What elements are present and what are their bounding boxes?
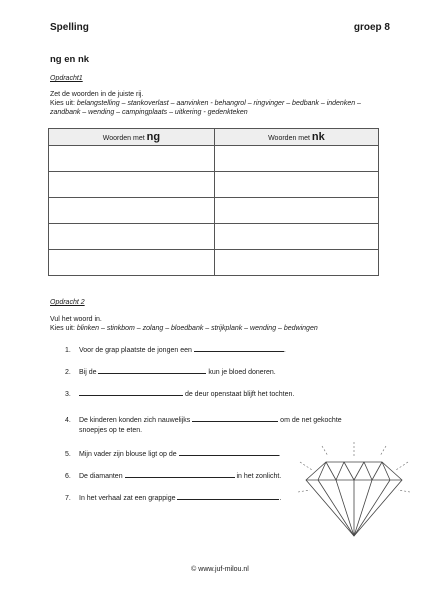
question-7: 7. In het verhaal zat een grappige .	[65, 492, 395, 504]
table-row	[49, 198, 379, 224]
column-header-nk: Woorden met nk	[214, 129, 378, 146]
cell-ng[interactable]	[49, 198, 215, 224]
answer-blank-6[interactable]	[125, 470, 235, 478]
opdracht1-word-list-cont: zandbank – wending – campingplaats – uitkering - gedenkteken	[50, 109, 248, 116]
table-row	[49, 250, 379, 276]
question-4-continuation: snoepjes op te eten.	[79, 427, 143, 434]
cell-ng[interactable]	[49, 224, 215, 250]
diamond-icon	[298, 440, 410, 540]
question-1: 1. Voor de grap plaatste de jongen een .	[65, 344, 395, 356]
cell-nk[interactable]	[214, 250, 378, 276]
answer-blank-3[interactable]	[79, 388, 183, 396]
sort-table	[48, 128, 379, 276]
opdracht1-word-list: Kies uit: belangstelling – stankoverlast – aanvinken - behangrol – ringvinger – bedbank – indenken –	[50, 100, 361, 107]
opdracht2-heading: Opdracht 2	[50, 299, 85, 306]
footer-copyright: © www.juf-milou.nl	[191, 566, 249, 573]
header-subject: Spelling	[50, 22, 89, 33]
cell-nk[interactable]	[214, 172, 378, 198]
opdracht2-word-list: Kies uit: blinken – stinkbom – zolang – bloedbank – strijkplank – wending – bedwingen	[50, 325, 318, 332]
question-4: 4. De kinderen konden zich nauwelijks om de net gekochte snoepjes op te eten.	[65, 414, 395, 436]
table-row	[49, 146, 379, 172]
answer-blank-1[interactable]	[194, 344, 284, 352]
table-row	[49, 224, 379, 250]
cell-nk[interactable]	[214, 146, 378, 172]
opdracht1-instructions	[50, 90, 395, 117]
question-3: 3. de deur openstaat blijft het tochten.	[65, 388, 395, 400]
question-6: 6. De diamanten in het zonlicht.	[65, 470, 395, 482]
page-title: ng en nk	[50, 54, 90, 65]
opdracht1-heading: Opdracht1	[50, 75, 83, 82]
answer-blank-2[interactable]	[98, 366, 206, 374]
answer-blank-7[interactable]	[177, 492, 279, 500]
question-2: 2. Bij de kun je bloed doneren.	[65, 366, 395, 378]
answer-blank-4[interactable]	[192, 414, 278, 422]
header-grade: groep 8	[353, 22, 390, 33]
cell-nk[interactable]	[214, 224, 378, 250]
cell-ng[interactable]	[49, 172, 215, 198]
opdracht1-instruction: Zet de woorden in de juiste rij.	[50, 91, 144, 98]
cell-nk[interactable]	[214, 198, 378, 224]
cell-ng[interactable]	[49, 146, 215, 172]
table-row	[49, 172, 379, 198]
question-5: 5. Mijn vader zijn blouse ligt op de .	[65, 448, 395, 460]
cell-ng[interactable]	[49, 250, 215, 276]
answer-blank-5[interactable]	[179, 448, 279, 456]
opdracht2-instruction: Vul het woord in.	[50, 316, 102, 323]
opdracht2-instructions	[50, 315, 395, 333]
column-header-ng: Woorden met ng	[49, 129, 215, 146]
